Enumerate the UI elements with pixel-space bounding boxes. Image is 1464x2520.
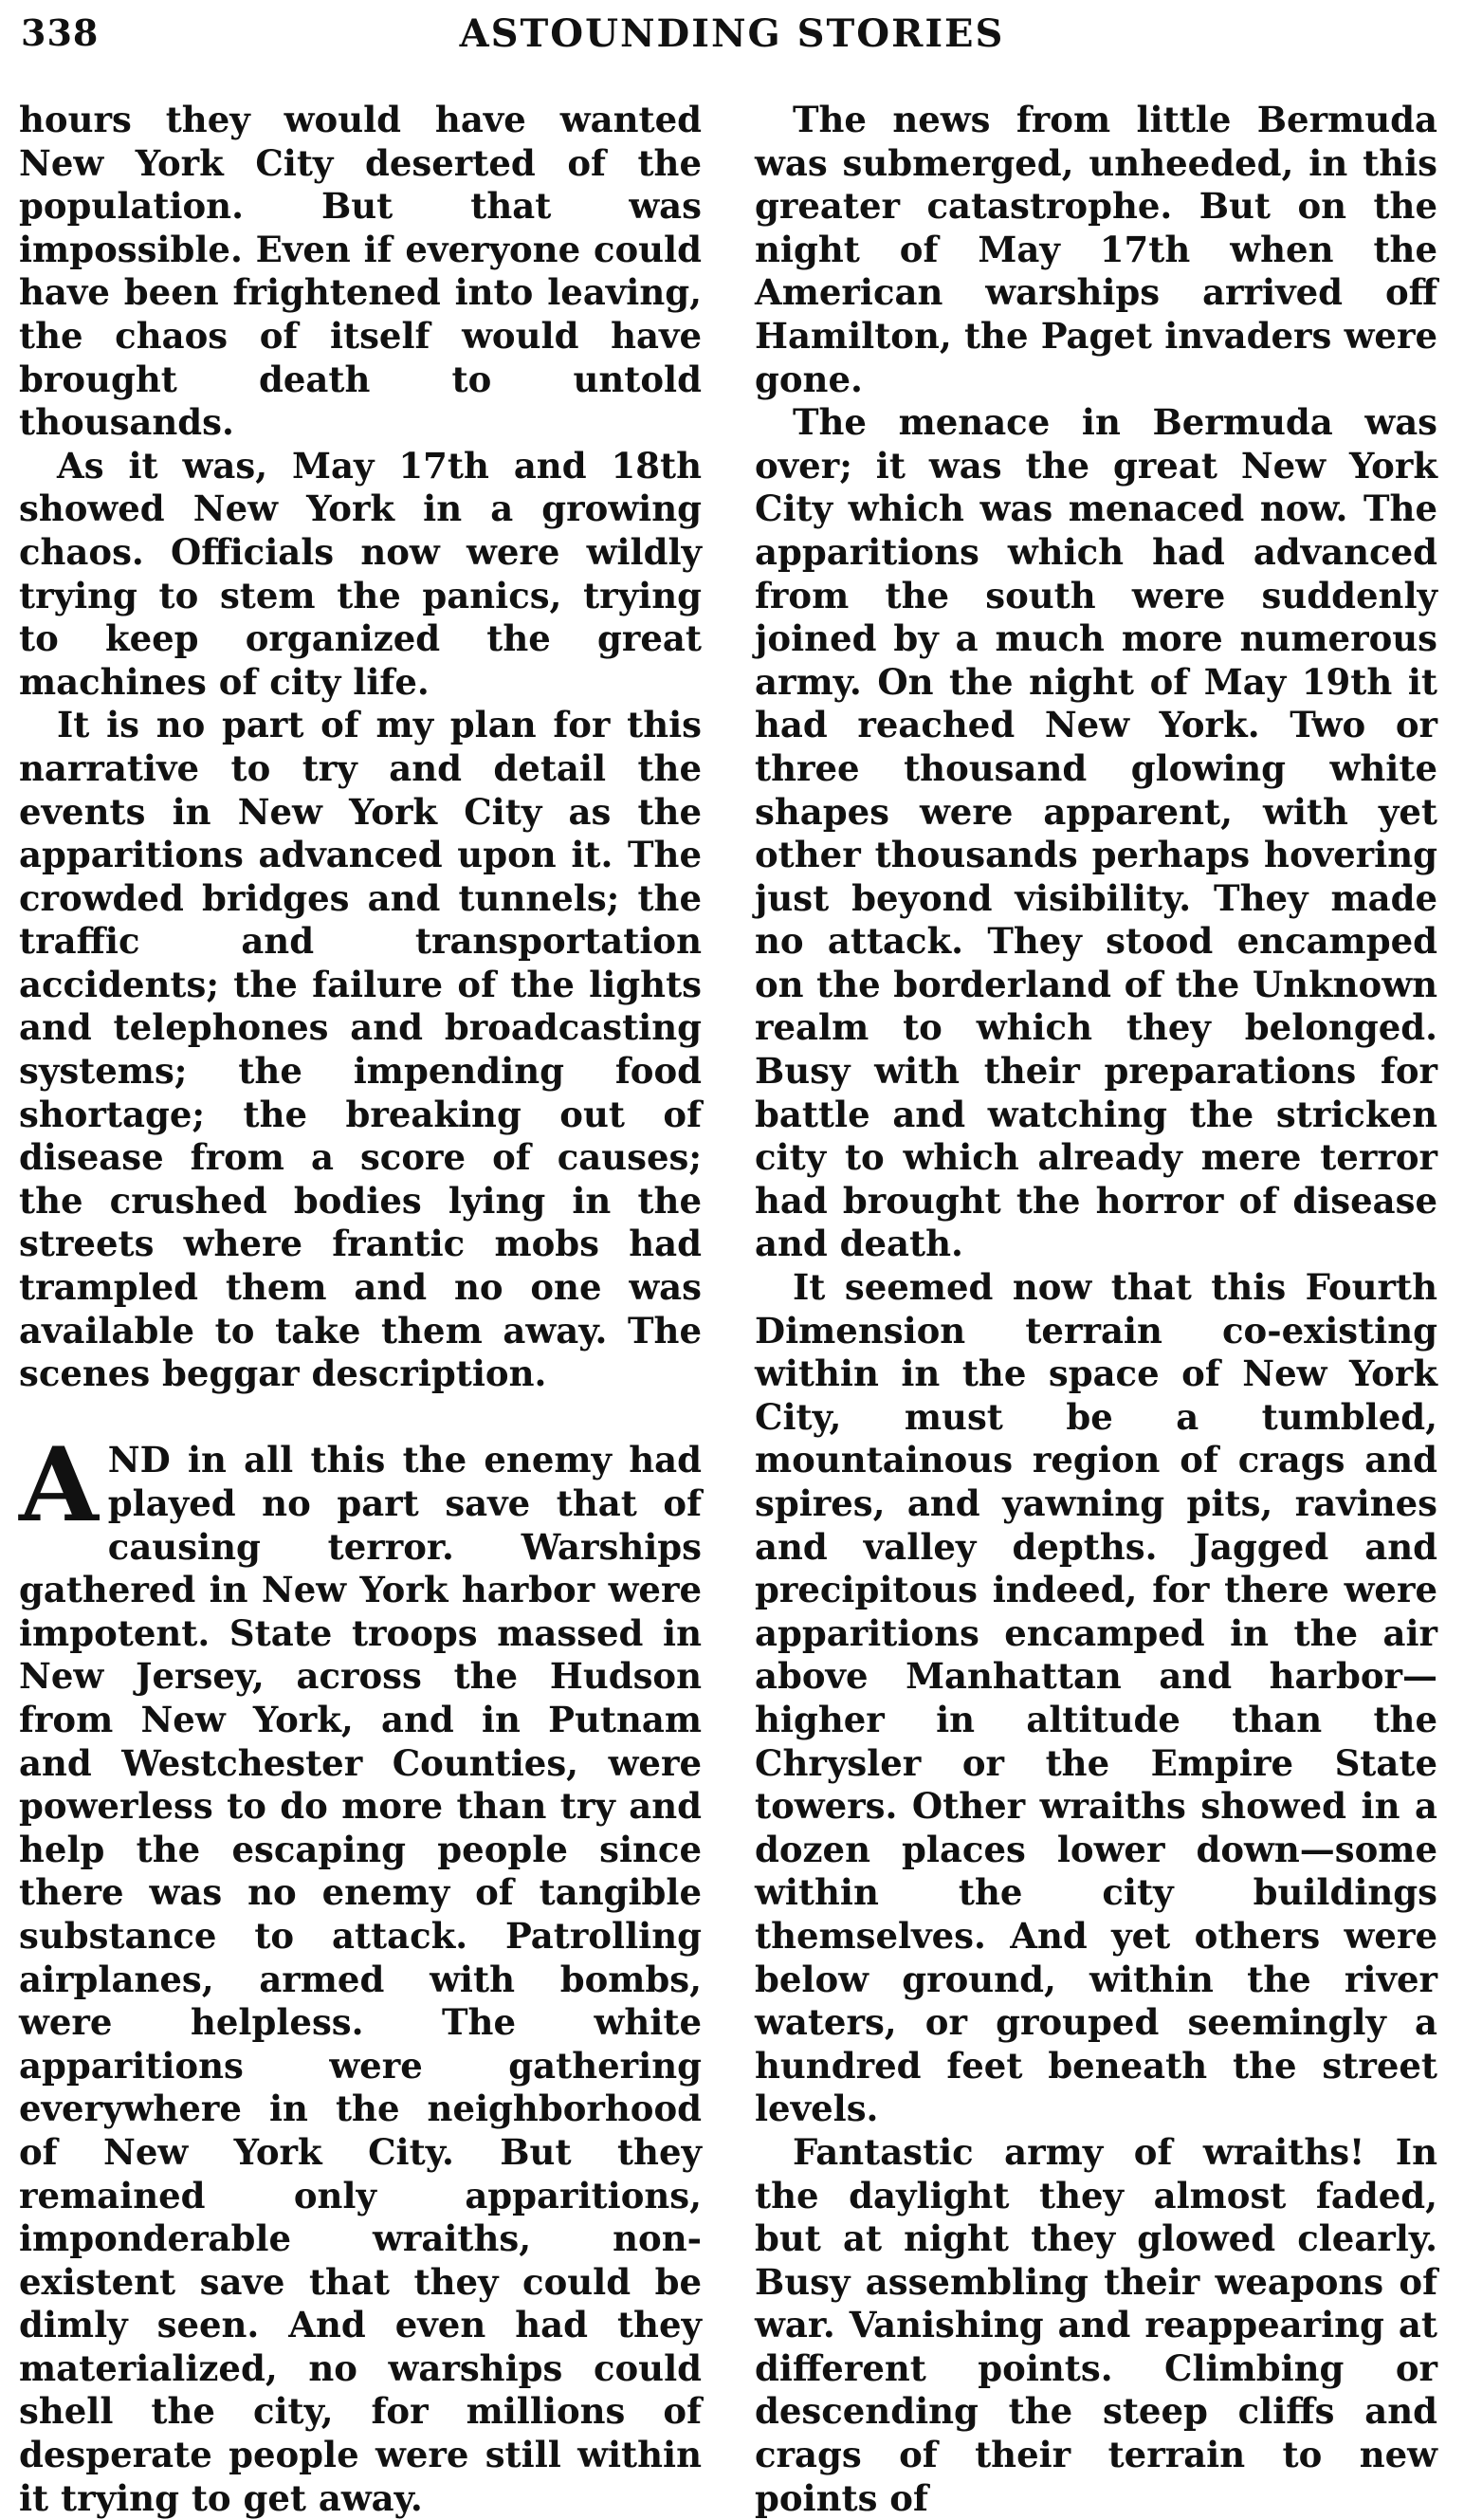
left-paragraph-1: hours they would have wanted New York City deserted of the population. But that was impossible. Even if everyone could have been frightened into leaving, the chaos of itself would have brought death to untold thousands. [19,99,702,444]
drop-cap: A [19,1426,99,1546]
left-paragraph-4-text: ND in all this the enemy had played no part save that of causing terror. Warships gathered in New York harbor were impotent. State troops massed in New Jersey, across the Hudson from New York, and in Putnam and Westchester Counties, were powerless to do more than try and help the escaping people since there was no enemy of tangible substance to attack. Patrolling airplanes, armed with bombs, were helpless. The white apparitions were gathering everywhere in the neighborhood of New York City. But they remained only apparitions, imponderable wraiths, non-existent save that they could be dimly seen. And even had they materialized, no warships could shell the city, for millions of desperate people were still within it trying to get away. [19,1439,702,2519]
left-paragraph-3: It is no part of my plan for this narrative to try and detail the events in New York City as the apparitions advanced upon it. The crowded bridges and tunnels; the traffic and transportation accidents; the failure of the lights and telephones and broadcasting systems; the impending food shortage; the breaking out of disease from a score of causes; the crushed bodies lying in the streets where frantic mobs had trampled them and no one was available to take them away. The scenes beggar description. [19,704,702,1395]
page-header [21,8,1443,64]
right-paragraph-2: The menace in Bermuda was over; it was the great New York City which was menaced now. The apparitions which had advanced from the south were suddenly joined by a much more numerous army. On the night of May 19th it had reached New York. Two or three thousand glowing white shapes were apparent, with yet other thousands perhaps hovering just beyond visibility. They made no attack. They stood encamped on the borderland of the Unknown realm to which they belonged. Busy with their preparations for battle and watching the stricken city to which already mere terror had brought the horror of disease and death. [755,401,1437,1265]
left-paragraph-4 [19,1426,702,2520]
left-column [19,99,702,2520]
right-column [755,99,1437,2520]
right-paragraph-1: The news from little Bermuda was submerged, unheeded, in this greater catastrophe. But on the night of May 17th when the American warships arrived off Hamilton, the Paget invaders were gone. [755,99,1437,400]
right-paragraph-3: It seemed now that this Fourth Dimension terrain co-existing within in the space of New York City, must be a tumbled, mountainous region of crags and spires, and yawning pits, ravines and valley depths. Jagged and precipitous indeed, for there were apparitions encamped in the air above Manhattan and harbor—higher in altitude than the Chrysler or the Empire State towers. Other wraiths showed in a dozen places lower down—some within the city buildings themselves. And yet others were below ground, within the river waters, or grouped seemingly a hundred feet beneath the street levels. [755,1266,1437,2130]
right-paragraph-4: Fantastic army of wraiths! In the daylight they almost faded, but at night they glowed clearly. Busy assembling their weapons of war. Vanishing and reappearing at different points. Climbing or descending the steep cliffs and crags of their terrain to new points of [755,2130,1437,2519]
running-head: ASTOUNDING STORIES [459,11,1005,56]
left-paragraph-2: As it was, May 17th and 18th showed New York in a growing chaos. Officials now were wildly trying to stem the panics, trying to keep organized the great machines of city life. [19,444,702,703]
section-break [19,1396,702,1440]
page-number: 338 [21,11,100,54]
